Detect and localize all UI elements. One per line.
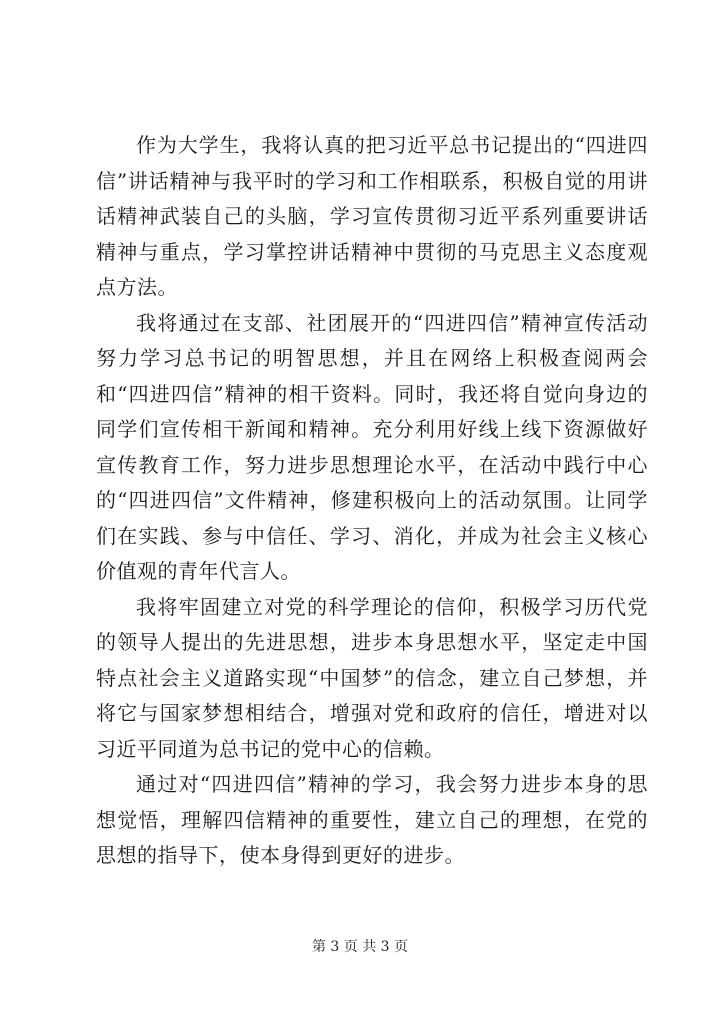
paragraph-3: 我将牢固建立对党的科学理论的信仰，积极学习历代党的领导人提出的先进思想，进步本身思想水平，坚定走中国特点社会主义道路实现“中国梦”的信念，建立自己梦想，并将它与国家梦想相结合，增强对党和政府的信任，增进对以习近平同道为总书记的党中心的信赖。 [96,594,648,761]
document-body [96,128,648,874]
page-footer [0,936,720,956]
page-number: 第 3 页 共 3 页 [311,939,409,955]
paragraph-2: 我将通过在支部、社团展开的“四进四信”精神宣传活动努力学习总书记的明智思想，并且在网络上积极查阅两会和“四进四信”精神的相干资料。同时，我还将自觉向身边的同学们宣传相干新闻和精神。充分利用好线上线下资源做好宣传教育工作，努力进步思想理论水平，在活动中践行中心的“四进四信”文件精神，修建积极向上的活动氛围。让同学们在实践、参与中信任、学习、消化，并成为社会主义核心价值观的青年代言人。 [96,310,648,583]
paragraph-4: 通过对“四进四信”精神的学习，我会努力进步本身的思想觉悟，理解四信精神的重要性，建立自己的理想，在党的思想的指导下，使本身得到更好的进步。 [96,772,648,867]
paragraph-1: 作为大学生，我将认真的把习近平总书记提出的“四进四信”讲话精神与我平时的学习和工作相联系，积极自觉的用讲话精神武装自己的头脑，学习宣传贯彻习近平系列重要讲话精神与重点，学习掌控讲话精神中贯彻的马克思主义态度观点方法。 [96,133,648,299]
